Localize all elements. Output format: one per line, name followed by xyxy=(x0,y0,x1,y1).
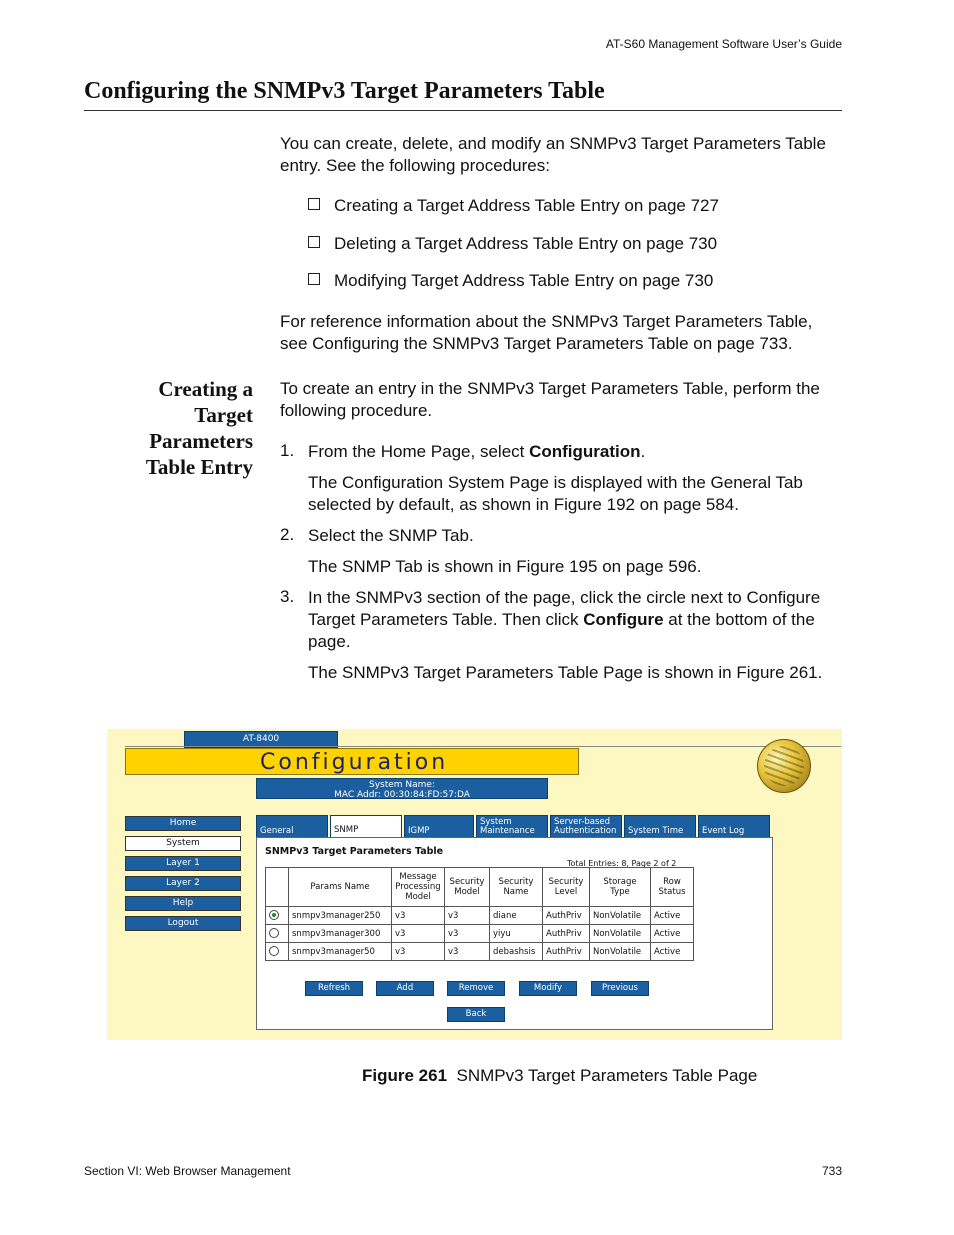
nav-layer2[interactable]: Layer 2 xyxy=(125,876,241,891)
cell-mp-model: v3 xyxy=(392,943,445,961)
intro-paragraph: You can create, delete, and modify an SNMPv3 Target Parameters Table entry. See the following procedures: xyxy=(280,134,826,175)
header-divider xyxy=(125,746,841,747)
step-text: Select the SNMP Tab. xyxy=(308,526,474,545)
table-header-row xyxy=(266,868,694,907)
modify-button[interactable]: Modify xyxy=(519,981,577,996)
step-text: In the SNMPv3 section of the page, click the circle next to Configure Target Parameters Table. Then click Configure at the bottom of the page. xyxy=(308,588,821,651)
row-select[interactable] xyxy=(266,907,289,925)
row-select[interactable] xyxy=(266,925,289,943)
cell-params-name: snmpv3manager50 xyxy=(289,943,392,961)
subsection-title-line: Parameters xyxy=(149,429,253,453)
cell-row-status: Active xyxy=(651,943,694,961)
column-header: Security Model xyxy=(445,868,490,907)
bullet-text: Deleting a Target Address Table Entry on page 730 xyxy=(334,234,718,253)
subsection-title-line: Creating a xyxy=(158,377,253,401)
nav-logout[interactable]: Logout xyxy=(125,916,241,931)
subsection-title-line: Table Entry xyxy=(145,455,253,479)
cell-storage-type: NonVolatile xyxy=(590,907,651,925)
cell-params-name: snmpv3manager300 xyxy=(289,925,392,943)
section-divider xyxy=(84,110,842,111)
cell-security-name: diane xyxy=(490,907,543,925)
cell-security-level: AuthPriv xyxy=(543,907,590,925)
nav-layer1[interactable]: Layer 1 xyxy=(125,856,241,871)
column-header: Params Name xyxy=(289,868,392,907)
system-name-label: System Name: xyxy=(368,780,435,790)
radio-icon[interactable] xyxy=(269,928,279,938)
cell-security-model: v3 xyxy=(445,943,490,961)
column-header: Security Level xyxy=(543,868,590,907)
configuration-banner: Configuration xyxy=(125,748,579,775)
target-params-table xyxy=(265,867,694,961)
tab-server-authentication[interactable]: Server-based Authentication xyxy=(550,815,622,837)
back-button[interactable]: Back xyxy=(447,1007,505,1022)
cell-storage-type: NonVolatile xyxy=(590,943,651,961)
step-note: The SNMP Tab is shown in Figure 195 on page 596. xyxy=(308,557,702,576)
running-header: AT-S60 Management Software User’s Guide xyxy=(605,37,842,51)
refresh-button[interactable]: Refresh xyxy=(305,981,363,996)
checkbox-icon xyxy=(308,198,320,210)
cell-security-level: AuthPriv xyxy=(543,943,590,961)
table-title: SNMPv3 Target Parameters Table xyxy=(265,846,444,857)
tab-system-time[interactable]: System Time xyxy=(624,815,696,837)
figure-caption xyxy=(362,1066,757,1086)
bullet-text: Creating a Target Address Table Entry on page 727 xyxy=(334,196,719,215)
bullet-item[interactable] xyxy=(308,270,713,292)
figure-screenshot xyxy=(107,729,842,1040)
page-number: 733 xyxy=(821,1164,842,1178)
subsection-intro: To create an entry in the SNMPv3 Target Parameters Table, perform the following procedure. xyxy=(280,379,820,420)
cell-security-level: AuthPriv xyxy=(543,925,590,943)
step-number: 3. xyxy=(280,587,295,606)
nav-home[interactable]: Home xyxy=(125,816,241,831)
radio-selected-icon[interactable] xyxy=(269,910,279,920)
nav-system[interactable]: System xyxy=(125,836,241,851)
cell-security-model: v3 xyxy=(445,907,490,925)
cell-storage-type: NonVolatile xyxy=(590,925,651,943)
reference-paragraph: For reference information about the SNMPv3 Target Parameters Table, see Configuring the SNMPv3 Target Parameters Table on page 733. xyxy=(280,312,813,353)
globe-logo-icon xyxy=(757,739,811,793)
step-note: The SNMPv3 Target Parameters Table Page is shown in Figure 261. xyxy=(308,663,823,682)
bullet-item[interactable] xyxy=(308,233,717,255)
add-button[interactable]: Add xyxy=(376,981,434,996)
subsection-title-line: Target xyxy=(194,403,253,427)
cell-row-status: Active xyxy=(651,925,694,943)
model-label: AT-8400 xyxy=(184,731,338,748)
table-row xyxy=(266,907,694,925)
tab-igmp[interactable]: IGMP xyxy=(404,815,474,837)
total-entries: Total Entries: 8, Page 2 of 2 xyxy=(567,859,677,868)
bullet-item[interactable] xyxy=(308,195,719,217)
checkbox-icon xyxy=(308,273,320,285)
cell-params-name: snmpv3manager250 xyxy=(289,907,392,925)
step-number: 1. xyxy=(280,441,295,460)
step-note: The Configuration System Page is displayed with the General Tab selected by default, as shown in Figure 192 on page 584. xyxy=(308,473,803,514)
cell-security-name: yiyu xyxy=(490,925,543,943)
column-header xyxy=(266,868,289,907)
cell-row-status: Active xyxy=(651,907,694,925)
row-select[interactable] xyxy=(266,943,289,961)
step-text: From the Home Page, select Configuration. xyxy=(308,442,646,461)
step-number: 2. xyxy=(280,525,295,544)
table-row xyxy=(266,943,694,961)
subsection-title xyxy=(100,376,253,480)
radio-icon[interactable] xyxy=(269,946,279,956)
cell-mp-model: v3 xyxy=(392,925,445,943)
column-header: Storage Type xyxy=(590,868,651,907)
tab-system-maintenance[interactable]: System Maintenance xyxy=(476,815,548,837)
tab-snmp[interactable]: SNMP xyxy=(330,815,402,838)
mac-address-label: MAC Addr: 00:30:84:FD:57:DA xyxy=(334,790,470,800)
cell-mp-model: v3 xyxy=(392,907,445,925)
column-header: Message Processing Model xyxy=(392,868,445,907)
tab-event-log[interactable]: Event Log xyxy=(698,815,770,837)
nav-help[interactable]: Help xyxy=(125,896,241,911)
footer-section: Section VI: Web Browser Management xyxy=(84,1164,291,1178)
section-title: Configuring the SNMPv3 Target Parameters Table xyxy=(84,78,605,104)
caption-label: Figure 261 xyxy=(362,1066,448,1085)
table-row xyxy=(266,925,694,943)
cell-security-name: debashsis xyxy=(490,943,543,961)
column-header: Security Name xyxy=(490,868,543,907)
cell-security-model: v3 xyxy=(445,925,490,943)
system-info xyxy=(256,778,548,799)
remove-button[interactable]: Remove xyxy=(447,981,505,996)
bullet-text: Modifying Target Address Table Entry on page 730 xyxy=(334,271,714,290)
column-header: Row Status xyxy=(651,868,694,907)
tab-general[interactable]: General xyxy=(256,815,328,837)
caption-text: SNMPv3 Target Parameters Table Page xyxy=(456,1066,758,1085)
checkbox-icon xyxy=(308,236,320,248)
previous-button[interactable]: Previous xyxy=(591,981,649,996)
